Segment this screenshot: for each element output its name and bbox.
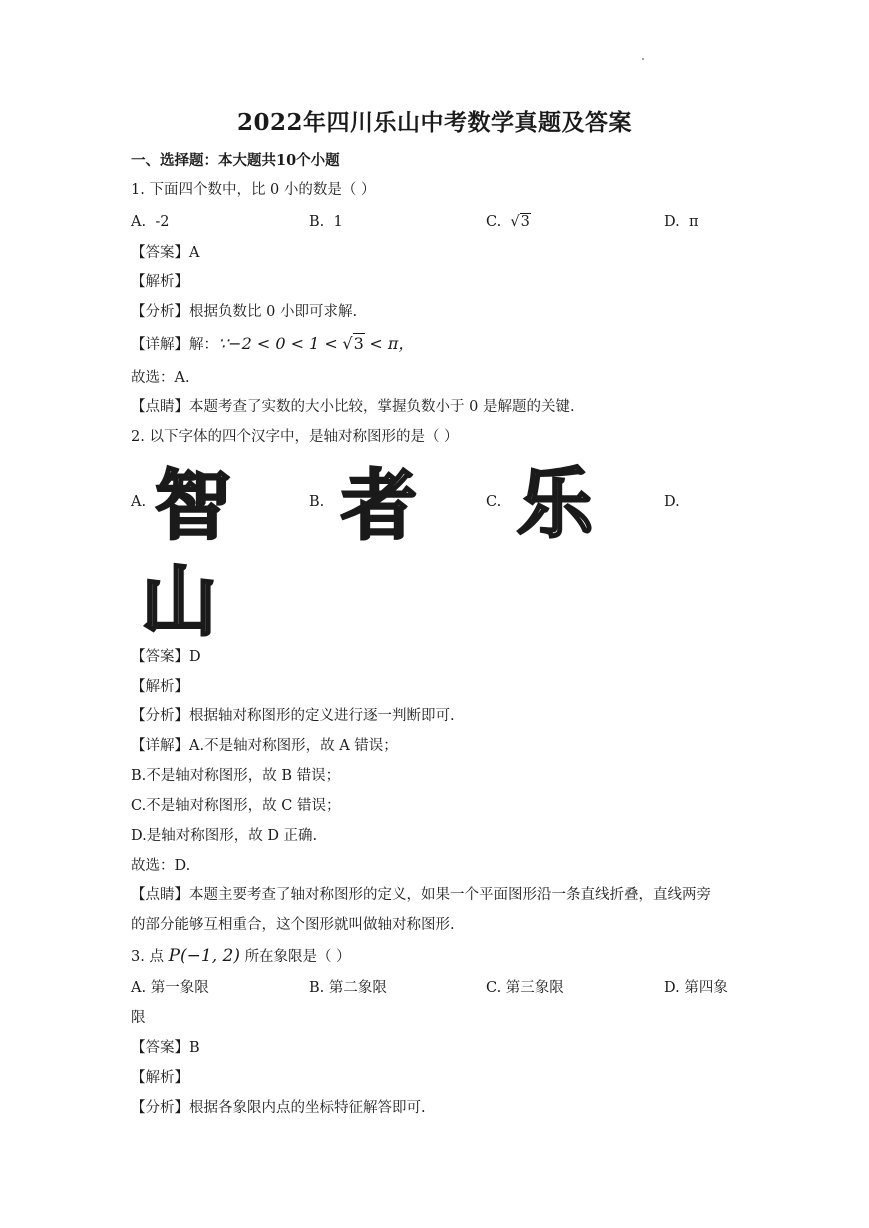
- q3-fenxi: 【分析】根据各象限内点的坐标特征解答即可.: [131, 1100, 426, 1116]
- q1-option-d-label: D.: [664, 214, 680, 230]
- q1-option-a: [131, 212, 169, 232]
- q3-option-d: D. 第四象: [664, 980, 728, 996]
- q2-detail-d: D.是轴对称图形，故 D 正确.: [131, 828, 318, 844]
- q2-detail-a: 【详解】A.不是轴对称图形，故 A 错误；: [131, 738, 398, 754]
- q3-stem-suffix: 所在象限是（ ）: [244, 949, 351, 965]
- q1-option-d-value: π: [688, 214, 699, 230]
- q1-detail-prefix: 【详解】解：: [131, 337, 218, 353]
- q1-option-b-label: B.: [309, 214, 325, 230]
- q1-choose: 故选：A.: [131, 370, 190, 386]
- q2-fenxi: 【分析】根据轴对称图形的定义进行逐一判断即可.: [131, 708, 455, 724]
- q2-option-c-label: C.: [486, 494, 502, 510]
- q2-stem: 2. 以下字体的四个汉字中，是轴对称图形的是（ ）: [131, 429, 459, 445]
- q2-option-a-label: A.: [131, 494, 147, 510]
- q2-option-b-label: B.: [309, 494, 325, 510]
- q1-option-d: [664, 212, 698, 232]
- q3-stem: [131, 946, 351, 967]
- q1-option-c-radicand: 3: [520, 214, 530, 230]
- q1-comment: 【点睛】本题考查了实数的大小比较，掌握负数小于 0 是解题的关键.: [131, 399, 575, 415]
- stray-dot: [642, 58, 644, 60]
- q2-answer: 【答案】D: [131, 649, 201, 665]
- q1-option-a-label: A.: [131, 214, 147, 230]
- q2-choose: 故选：D.: [131, 858, 191, 874]
- q2-analysis: 【解析】: [131, 679, 189, 695]
- q1-detail-radicand: 3: [353, 334, 364, 353]
- glyph-shan: 山: [141, 560, 217, 640]
- q1-detail-sqrt: √3: [342, 334, 364, 353]
- q1-stem: 1. 下面四个数中，比 0 小的数是（ ）: [131, 182, 376, 198]
- q1-option-b: [309, 212, 343, 232]
- q3-stem-math: P(−1, 2): [168, 946, 240, 966]
- q2-detail-b: B.不是轴对称图形，故 B 错误；: [131, 768, 341, 784]
- q3-stem-prefix: 3. 点: [131, 949, 164, 965]
- q2-comment-line-2: 的部分能够互相重合，这个图形就叫做轴对称图形.: [131, 917, 455, 933]
- q1-detail: [131, 334, 414, 355]
- q2-comment-line-1: 【点睛】本题主要考查了轴对称图形的定义，如果一个平面图形沿一条直线折叠，直线两旁: [131, 887, 711, 903]
- q3-option-c: C. 第三象限: [486, 980, 564, 996]
- page-title: 2022年四川乐山中考数学真题及答案: [236, 109, 632, 136]
- q3-option-a: A. 第一象限: [131, 980, 209, 996]
- glyph-zhi: 智: [155, 462, 231, 544]
- glyph-le: 乐: [517, 460, 593, 542]
- q1-option-c: [486, 212, 531, 232]
- q1-option-a-value: -2: [155, 214, 170, 230]
- glyph-zhe: 者: [341, 462, 417, 544]
- q1-option-c-label: C.: [486, 214, 502, 230]
- q2-option-d-label: D.: [664, 494, 680, 510]
- q1-answer: 【答案】A: [131, 245, 200, 261]
- q1-option-b-value: 1: [333, 214, 343, 230]
- glyph-zhe-image: [336, 462, 422, 544]
- glyph-shan-image: [136, 560, 222, 640]
- glyph-zhi-image: [150, 462, 236, 544]
- q1-fenxi: 【分析】根据负数比 0 小即可求解.: [131, 304, 358, 320]
- q3-option-b: B. 第二象限: [309, 980, 387, 996]
- q1-analysis: 【解析】: [131, 274, 189, 290]
- q3-answer: 【答案】B: [131, 1040, 200, 1056]
- q2-detail-c: C.不是轴对称图形，故 C 错误；: [131, 798, 341, 814]
- q3-option-d-wrap: 限: [131, 1010, 146, 1026]
- glyph-le-image: [512, 460, 598, 542]
- section-heading: 一、选择题：本大题共10个小题: [131, 152, 340, 169]
- q1-option-c-sqrt: √3: [510, 214, 530, 230]
- q3-analysis: 【解析】: [131, 1070, 189, 1086]
- q1-detail-math-1: ∵−2 < 0 < 1 <: [218, 334, 338, 353]
- q1-detail-math-2: < π，: [369, 334, 415, 353]
